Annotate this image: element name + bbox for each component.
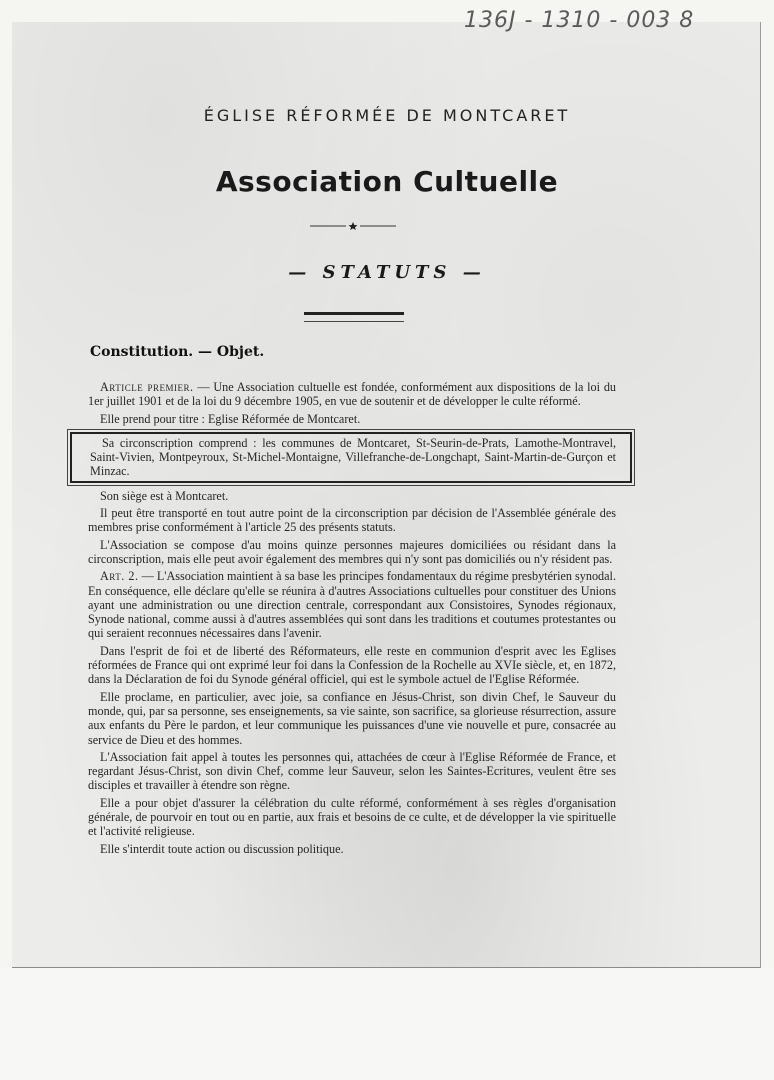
circonscription-paragraph: Sa circonscription comprend : les communes de Montcaret, St-Seurin-de-Prats, Lamothe-Montravel, Saint-Vivien, Montpeyroux, St-Michel-Montaigne, Villefranche-de-Longchapt, Saint-Martin-de-Gurçon et Minzac.: [90, 435, 616, 479]
object-paragraph: Elle a pour objet d'assurer la célébration du culte réformé, conformément à ses règles d'organisation générale, de pourvoir en tout ou en partie, aux frais et besoins de ce culte, et de développer la vie spirituelle et l'activité religieuse.: [88, 795, 616, 839]
statuts-heading: — STATUTS —: [288, 262, 486, 283]
title-paragraph: Elle prend pour titre : Eglise Réformée de Montcaret.: [100, 411, 361, 426]
double-rule-divider: [304, 312, 404, 322]
article-1-paragraph: Article premier. — Une Association cultuelle est fondée, conformément aux dispositions de la loi du 1er juillet 1901 et de la loi du 9 décembre 1905, en vue de soutenir et de développer le culte réformé.: [88, 380, 617, 409]
blank-margin: [0, 968, 774, 1080]
circonscription-box: [70, 432, 632, 483]
section-heading: Constitution. — Objet.: [90, 344, 265, 360]
statutes-body: [88, 380, 616, 859]
politics-paragraph: Elle s'interdit toute action ou discussion politique.: [100, 841, 344, 856]
transfer-paragraph: Il peut être transporté en tout autre point de la circonscription par décision de l'Assemblée générale des membres prise conformément à l'article 25 des présents statuts.: [88, 506, 616, 535]
proclamation-paragraph: Elle proclame, en particulier, avec joie, sa confiance en Jésus-Christ, son divin Chef, le Sauveur du monde, qui, par sa personne, ses enseignements, sa vie sainte, son sacrifice, sa glorieuse résurrection, assure aux enfants du Père le pardon, et leur communique les puissances d'une vie nouvelle et pure, consacrée au service de Dieu et des hommes.: [88, 689, 616, 747]
archive-reference: 136J - 1310 - 003 8: [464, 8, 695, 33]
document-title: Association Cultuelle: [215, 165, 559, 198]
article-2-paragraph: Art. 2. — L'Association maintient à sa base les principes fondamentaux du régime presbytérien synodal. En conséquence, elle déclare qu'elle se réunira à d'autres Associations cultuelles pour constituer des Unions ayant une administration ou une direction centrale, correspondant aux Consistoires, Synodes régionaux, Synode national, comme aussi à d'autres assemblées qui sont dans les traditions et coutumes protestantes ou qui seraient reconnues nécessaires dans l'avenir.: [88, 569, 616, 641]
ornament-star-rule: [310, 221, 396, 231]
siege-paragraph: Son siège est à Montcaret.: [100, 488, 229, 503]
faith-paragraph: Dans l'esprit de foi et de liberté des Réformateurs, elle reste en communion d'esprit avec les Eglises réformées de France qui ont exprimé leur foi dans la Confession de la Rochelle au XVIe siècle, et, en 1872, dans la Déclaration de foi du Synode général officiel, qui est le symbole actuel de l'Eglise Réformée.: [88, 643, 616, 687]
article-1-label: Article premier.: [100, 380, 194, 394]
membership-paragraph: L'Association se compose d'au moins quinze personnes majeures domiciliées ou résidant dans la circonscription, mais elle peut avoir également des membres qui n'y sont pas domiciliés ou n'y résident pas.: [88, 537, 616, 566]
appeal-paragraph: L'Association fait appel à toutes les personnes qui, attachées de cœur à l'Eglise Réformée de France, et regardant Jésus-Christ, son divin Chef, comme leur Sauveur, selon les Saintes-Ecritures, veulent être ses disciples et travailler à étendre son règne.: [88, 749, 616, 793]
article-2-label: Art. 2.: [100, 569, 139, 584]
church-name: ÉGLISE RÉFORMÉE DE MONTCARET: [203, 106, 571, 125]
